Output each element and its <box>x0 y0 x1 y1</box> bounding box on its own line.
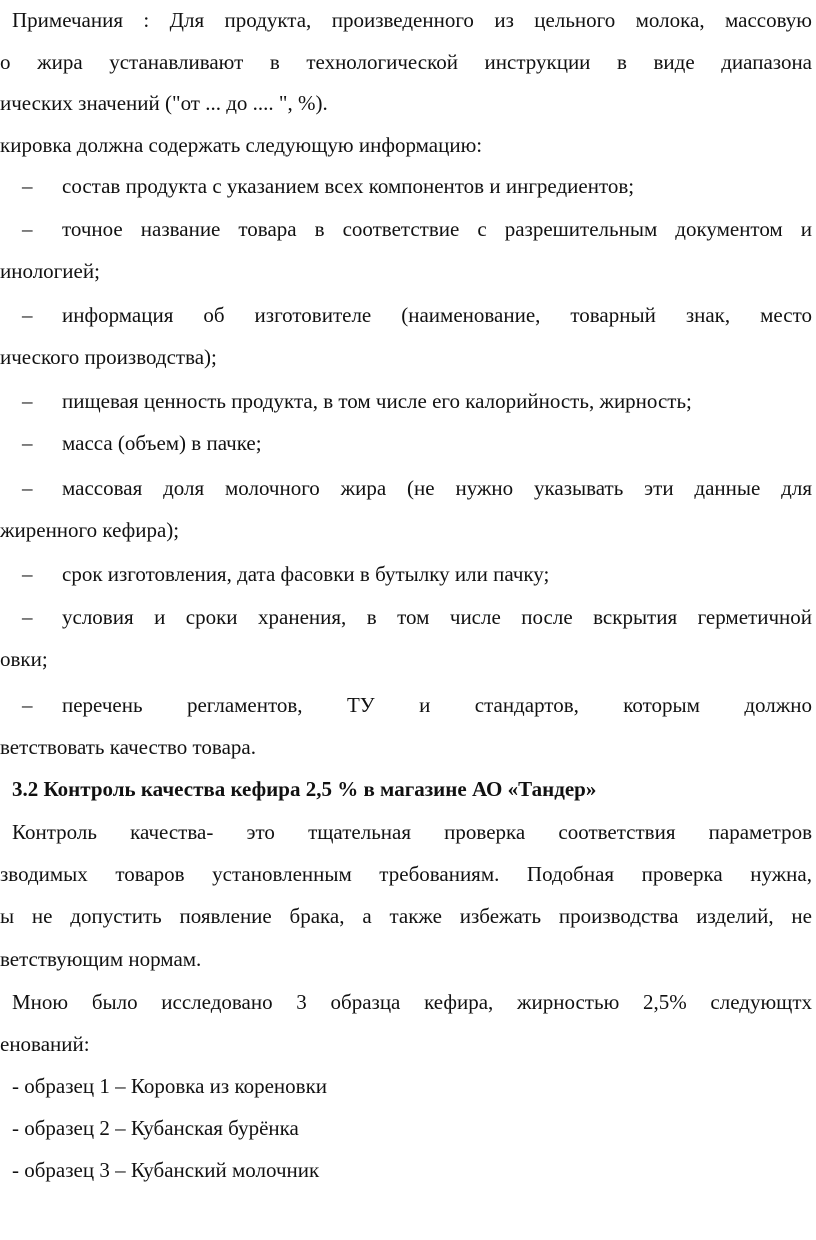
para1-line-1: Контроль качества- это тщательная проверка соответствия параметров <box>12 820 812 844</box>
marking-intro: кировка должна содержать следующую информацию: <box>0 133 483 157</box>
list-item-3-cont: ического производства); <box>0 345 217 369</box>
sample-item-3: - образец 3 – Кубанский молочник <box>12 1158 320 1182</box>
list-dash: – <box>22 303 33 327</box>
para1-line-4: ветствующим нормам. <box>0 947 202 971</box>
para1-line-2: зводимых товаров установленным требованиям. Подобная проверка нужна, <box>0 862 812 886</box>
para1-line-3: ы не допустить появление брака, а также избежать производства изделий, не <box>0 904 812 928</box>
list-dash: – <box>22 693 33 717</box>
list-item-5: масса (объем) в пачке; <box>62 431 262 455</box>
list-item-6: массовая доля молочного жира (не нужно указывать эти данные для <box>62 476 812 500</box>
list-item-4: пищевая ценность продукта, в том числе его калорийность, жирность; <box>62 389 692 413</box>
list-item-9-cont: ветствовать качество товара. <box>0 735 256 759</box>
list-dash: – <box>22 174 33 198</box>
list-item-1: состав продукта с указанием всех компонентов и ингредиентов; <box>62 174 635 198</box>
list-item-6-cont: жиренного кефира); <box>0 518 180 542</box>
list-dash: – <box>22 389 33 413</box>
list-dash: – <box>22 217 33 241</box>
notes-line-3: ических значений ("от ... до .... ", %). <box>0 91 328 115</box>
list-dash: – <box>22 476 33 500</box>
list-item-8: условия и сроки хранения, в том числе после вскрытия герметичной <box>62 605 812 629</box>
list-dash: – <box>22 605 33 629</box>
list-item-7: срок изготовления, дата фасовки в бутылку или пачку; <box>62 562 550 586</box>
notes-line-2: о жира устанавливают в технологической инструкции в виде диапазона <box>0 50 812 74</box>
list-item-9: перечень регламентов, ТУ и стандартов, которым должно <box>62 693 812 717</box>
list-dash: – <box>22 562 33 586</box>
sample-item-1: - образец 1 – Коровка из кореновки <box>12 1074 328 1098</box>
section-heading: 3.2 Контроль качества кефира 2,5 % в магазине АО «Тандер» <box>12 777 597 801</box>
list-dash: – <box>22 431 33 455</box>
list-item-3: информация об изготовителе (наименование, товарный знак, место <box>62 303 812 327</box>
para2-line-2: енований: <box>0 1032 90 1056</box>
list-item-8-cont: овки; <box>0 647 48 671</box>
list-item-2-cont: инологией; <box>0 259 100 283</box>
sample-item-2: - образец 2 – Кубанская бурёнка <box>12 1116 299 1140</box>
list-item-2: точное название товара в соответствие с разрешительным документом и <box>62 217 812 241</box>
notes-line-1: Примечания : Для продукта, произведенного из цельного молока, массовую <box>12 8 812 32</box>
para2-line-1: Мною было исследовано 3 образца кефира, жирностью 2,5% следующтх <box>12 990 812 1014</box>
